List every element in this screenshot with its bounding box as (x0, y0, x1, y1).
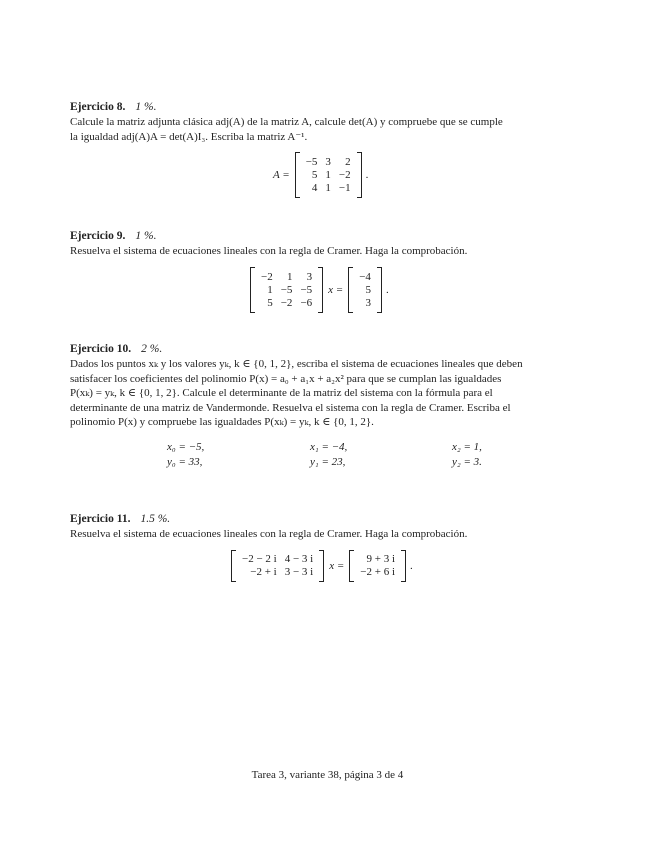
exercise-10-line-5: polinomio P(x) y compruebe las igualdades P(xₖ) = yₖ, k ∈ {0, 1, 2}. (70, 416, 374, 429)
exercise-10 (70, 342, 590, 430)
matrix-cell: −6 (300, 296, 313, 309)
matrix-cell: −5 (280, 283, 293, 296)
matrix-row (302, 156, 355, 169)
matrix-cell: 1 (325, 181, 331, 194)
left-bracket (348, 267, 353, 313)
equals-label: x = (329, 560, 345, 572)
exercise-11-label: Ejercicio 11. (70, 513, 131, 525)
exercise-8-line-1: Calcule la matriz adjunta clásica adj(A) de la matriz A, calcule det(A) y compruebe que se cumple (70, 116, 503, 128)
matrix-row (238, 553, 317, 566)
exercise-8-title (70, 100, 590, 115)
matrix-row (356, 566, 399, 579)
matrix-cell: 3 (325, 155, 331, 168)
exercise-10-weight: 2 %. (141, 343, 163, 355)
matrix-row (355, 284, 375, 297)
exercise-8-weight: 1 %. (135, 101, 157, 113)
exercise-8-equation (268, 152, 368, 198)
exercise-9-label: Ejercicio 9. (70, 230, 126, 242)
matrix-a-label: A = (273, 169, 290, 181)
matrix-cell: 5 (365, 283, 371, 296)
matrix-cell: 4 (311, 181, 318, 194)
matrix-cell: 2 (345, 155, 351, 168)
exercise-11 (70, 512, 590, 542)
matrix-cell: −2 (280, 296, 293, 309)
matrix-cell: 5 (311, 168, 318, 181)
matrix-row (356, 553, 399, 566)
exercise-8 (70, 100, 590, 144)
coefficient-matrix (257, 271, 316, 310)
matrix-row (257, 271, 316, 284)
matrix-cell: 1 (286, 270, 293, 283)
matrix-row (257, 284, 316, 297)
matrix-row (257, 297, 316, 310)
exercise-8-label: Ejercicio 8. (70, 101, 126, 113)
matrix-cell: −2 (261, 270, 273, 283)
matrix-cell: −2 − 2 i (242, 553, 277, 565)
matrix-cell: −2 + 6 i (360, 566, 396, 578)
left-bracket (231, 550, 236, 582)
matrix-cell: −2 + i (250, 566, 277, 578)
matrix-cell: 9 + 3 i (366, 553, 396, 565)
complex-coefficient-matrix (238, 553, 317, 579)
rhs-vector (355, 271, 375, 310)
left-bracket (349, 550, 354, 582)
matrix-cell: −5 (300, 283, 313, 296)
matrix-cell: −2 (338, 168, 351, 181)
matrix-cell: 1 (267, 283, 273, 296)
equation-end: . (365, 169, 369, 181)
matrix-row (355, 271, 375, 284)
page-footer: Tarea 3, variante 38, página 3 de 4 (251, 769, 404, 781)
left-bracket (295, 152, 300, 198)
matrix-row (302, 182, 355, 195)
matrix-cell: 3 (306, 270, 313, 283)
exercise-9-equation (250, 267, 389, 313)
exercise-10-line-3: P(xₖ) = yₖ, k ∈ {0, 1, 2}. Calcule el determinante de la matriz del sistema con la fórmula para el (70, 387, 493, 400)
exercise-9-weight: 1 %. (135, 230, 157, 242)
point-x1: x₁ = −4, (310, 441, 348, 453)
exercise-11-line-1: Resuelva el sistema de ecuaciones lineales con la regla de Cramer. Haga la comprobación. (70, 528, 468, 540)
exercise-9-title (70, 229, 590, 244)
matrix-cell: −5 (305, 155, 318, 168)
exercise-11-weight: 1.5 %. (140, 513, 171, 525)
matrix-cell: −1 (338, 181, 351, 194)
matrix-cell: 3 (365, 296, 371, 309)
complex-rhs-vector (356, 553, 399, 579)
matrix-cell: 3 − 3 i (284, 566, 314, 578)
matrix-cell: 4 − 3 i (284, 553, 314, 565)
value-y2: y₂ = 3. (452, 456, 482, 468)
left-bracket (250, 267, 255, 313)
matrix-cell: −4 (359, 270, 371, 283)
exercise-10-line-2: satisfacer los coeficientes del polinomio P(x) = a₀ + a₁x + a₂x² para que se cumplan las igualdades (70, 372, 502, 385)
exercise-8-line-2: la igualdad adj(A)A = det(A)I₃. Escriba la matriz A⁻¹. (70, 130, 308, 143)
point-x0: x₀ = −5, (167, 441, 205, 453)
matrix-cell: 5 (267, 296, 273, 309)
point-x2: x₂ = 1, (452, 441, 482, 453)
exercise-9 (70, 229, 590, 259)
equation-end: . (410, 560, 413, 572)
exercise-10-title (70, 342, 590, 357)
matrix-row (302, 169, 355, 182)
value-y1: y₁ = 23, (310, 456, 346, 468)
exercise-10-points (70, 440, 590, 472)
exercise-11-equation (231, 550, 413, 582)
equals-label: x = (328, 284, 344, 296)
matrix-a (302, 156, 355, 195)
exercise-9-line-1: Resuelva el sistema de ecuaciones lineales con la regla de Cramer. Haga la comprobación. (70, 245, 468, 257)
equation-end: . (385, 284, 389, 296)
matrix-cell: 1 (325, 168, 331, 181)
value-y0: y₀ = 33, (167, 456, 203, 468)
matrix-row (355, 297, 375, 310)
exercise-10-label: Ejercicio 10. (70, 343, 132, 355)
exercise-11-title (70, 512, 590, 527)
exercise-10-line-4: determinante de una matriz de Vandermonde. Resuelva el sistema con la regla de Cramer. Escriba el (70, 401, 511, 414)
matrix-row (238, 566, 317, 579)
exercise-10-line-1: Dados los puntos xₖ y los valores yₖ, k ∈ {0, 1, 2}, escriba el sistema de ecuaciones lineales que deben (70, 358, 523, 370)
